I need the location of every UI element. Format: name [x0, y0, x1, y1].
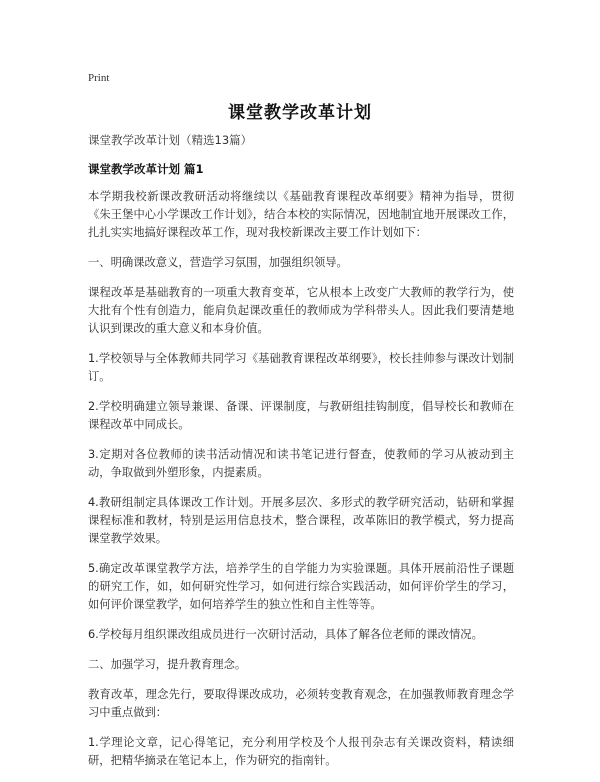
- paragraph: 课程改革是基础教育的一项重大教育变革，它从根本上改变广大教师的教学行为，使大批有个性有创造力，能肩负起课改重任的教师成为学科带头人。因此我们要清楚地认识到课改的重大意义和本身价值。: [88, 286, 514, 335]
- paragraph-heading-two: 二、加强学习，提升教育理念。: [88, 658, 247, 671]
- list-item-2: 2.学校明确建立领导兼课、备课、评课制度，与教研组挂钩制度，倡导校长和教师在课程改革中同成长。: [88, 400, 514, 431]
- paragraph-intro: 本学期我校新课改教研活动将继续以《基础教育课程改革纲要》精神为指导，贯彻《朱王堡中心小学课改工作计划》，结合本校的实际情况，因地制宜地开展课改工作，扎扎实实地搞好课程改革工作，现对我校新课改主要工作计划如下：: [88, 190, 514, 239]
- paragraph: 教育改革，理念先行，要取得课改成功，必须转变教育观念，在加强教师教育理念学习中重点做到：: [88, 688, 514, 719]
- list-item-4: 4.教研组制定具体课改工作计划。开展多层次、多形式的教学研究活动，钻研和掌握课程标准和教材，特别是运用信息技术，整合课程，改革陈旧的教学模式，努力提高课堂教学效果。: [88, 496, 514, 545]
- page-title: 课堂教学改革计划: [228, 103, 372, 123]
- print-link[interactable]: Print: [88, 72, 110, 84]
- document-body: [88, 131, 514, 782]
- list-item-6: 6.学校每月组织课改组成员进行一次研讨活动，具体了解各位老师的课改情况。: [88, 628, 483, 641]
- paragraph-heading-one: 一、明确课改意义，营造学习氛围，加强组织领导。: [88, 256, 348, 269]
- document-subtitle: 课堂教学改革计划（精选13篇）: [88, 133, 253, 147]
- list-item-1: 1.学理论文章，记心得笔记，充分利用学校及个人报刊杂志有关课改资料，精读细研，把精华摘录在笔记本上，作为研究的指南针。: [88, 736, 514, 767]
- section-heading: 课堂教学改革计划 篇1: [88, 162, 204, 176]
- list-item-5: 5.确定改革课堂教学方法，培养学生的自学能力为实验课题。具体开展前沿性子课题的研究工作，如，如何研究性学习，如何进行综合实践活动，如何评价学生的学习，如何评价课堂教学，如何培养学生的独立性和自主性等等。: [88, 562, 514, 611]
- list-item-3: 3.定期对各位教师的读书活动情况和读书笔记进行督查，使教师的学习从被动到主动，争取做到外塑形象，内提素质。: [88, 448, 514, 479]
- list-item-1: 1.学校领导与全体教师共同学习《基础教育课程改革纲要》，校长挂帅参与课改计划制订。: [88, 352, 514, 383]
